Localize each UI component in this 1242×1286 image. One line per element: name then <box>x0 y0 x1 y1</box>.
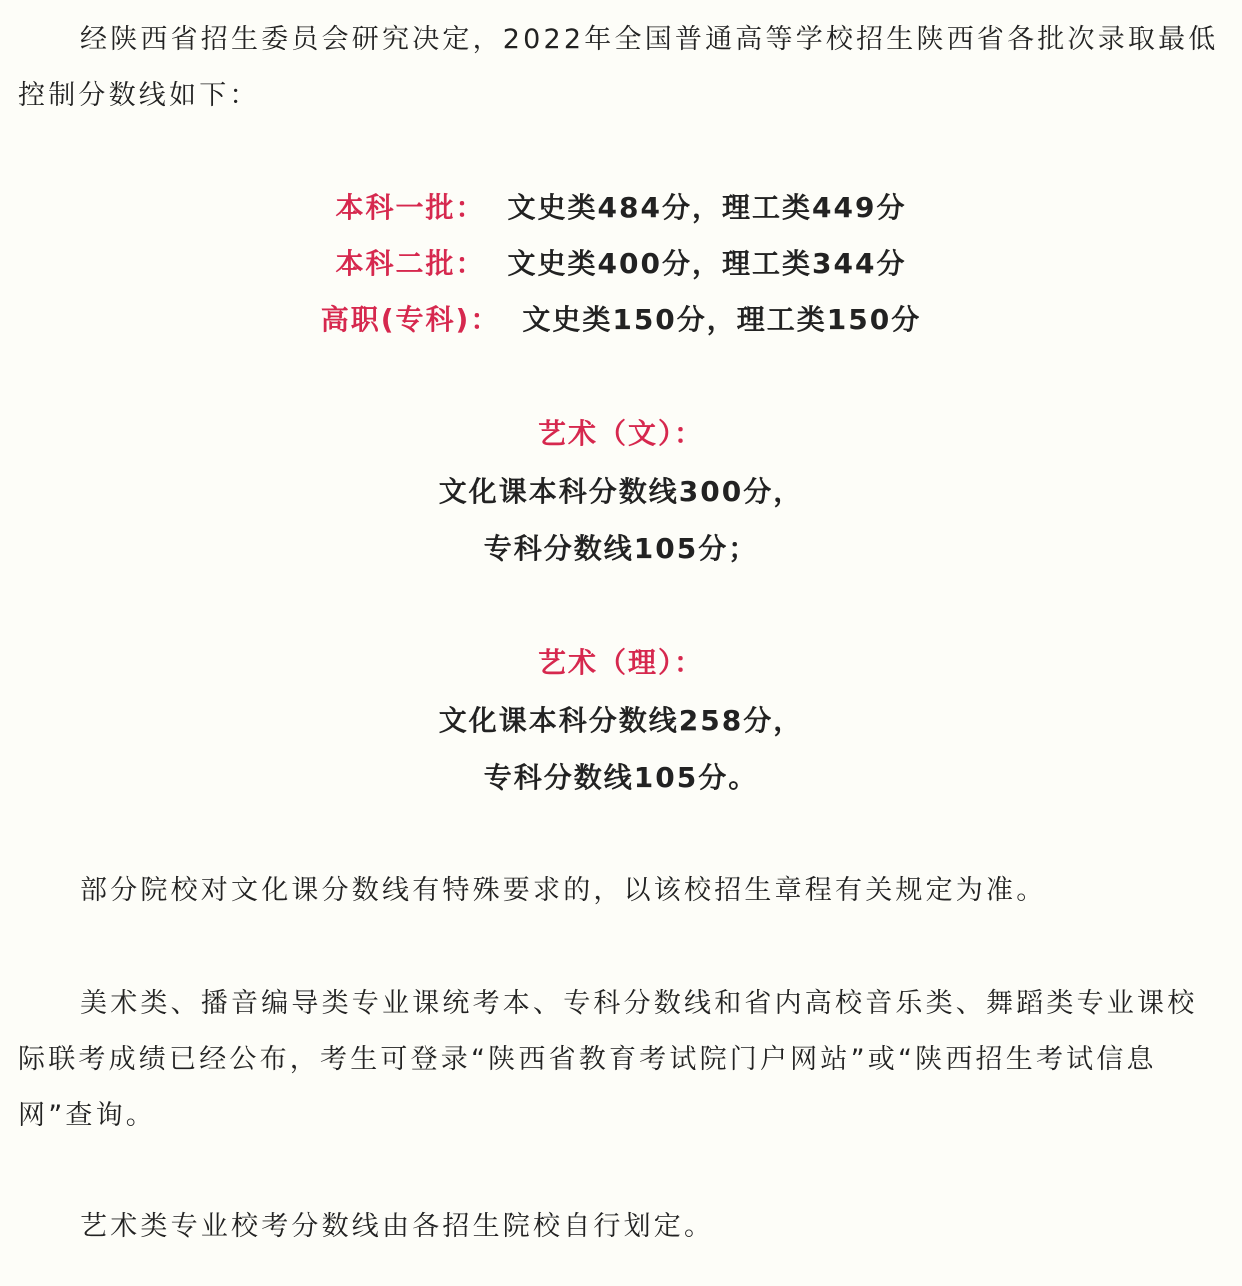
batch-label: 本科一批： <box>335 191 486 224</box>
batch-line-3 <box>0 300 1242 340</box>
published-results-paragraph: 美术类、播音编导类专业课统考本、专科分数线和省内高校音乐类、舞蹈类专业课校际联考成绩已经公布，考生可登录“陕西省教育考试院门户网站”或“陕西招生考试信息网”查询。 <box>18 988 1198 1131</box>
intro-paragraph: 经陕西省招生委员会研究决定，2022年全国普通高等学校招生陕西省各批次录取最低控制分数线如下： <box>18 24 1219 111</box>
batch-label: 高职(专科)： <box>320 303 501 336</box>
art-liberal-heading: 艺术（文）： <box>537 417 704 450</box>
batch-label: 本科二批： <box>335 247 486 280</box>
special-requirements-paragraph: 部分院校对文化课分数线有特殊要求的，以该校招生章程有关规定为准。 <box>80 875 1047 906</box>
art-science-undergrad-line: 文化课本科分数线258分， <box>438 704 804 737</box>
art-science-heading: 艺术（理）： <box>537 646 704 679</box>
art-school-exam-paragraph: 艺术类专业校考分数线由各招生院校自行划定。 <box>80 1211 715 1242</box>
art-science-college-line: 专科分数线105分。 <box>483 761 759 794</box>
batch-scores: 文史类150分，理工类150分 <box>522 303 922 336</box>
batch-line-2 <box>0 244 1242 284</box>
batch-scores: 文史类400分，理工类344分 <box>507 247 907 280</box>
batch-scores: 文史类484分，理工类449分 <box>507 191 907 224</box>
art-liberal-college-line: 专科分数线105分； <box>483 532 759 565</box>
art-liberal-undergrad-line: 文化课本科分数线300分， <box>438 475 804 508</box>
batch-line-1 <box>0 188 1242 228</box>
